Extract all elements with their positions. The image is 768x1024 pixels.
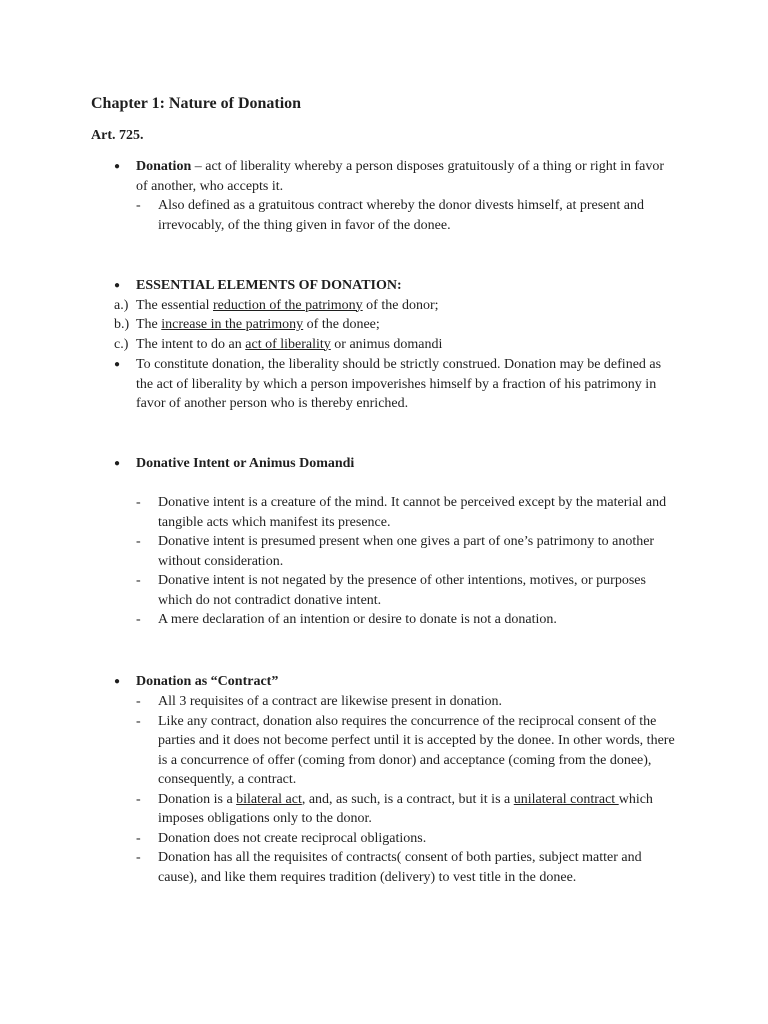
list-item: - Like any contract, donation also requires the concurrence of the reciprocal consent of the parties and it does not become perfect until it is accepted by the donee. In other words, there is a concurrence of offer (coming from donor) and acceptance (coming from the donee), consequently, a contract. [136,713,675,787]
list-item: - Donation has all the requisites of contracts( consent of both parties, subject matter and cause), and like them requires tradition (delivery) to vest title in the donee. [136,850,642,885]
bullet-donation [114,157,674,196]
bullet-essential-elements [114,276,674,354]
essential-elements-list [114,296,674,355]
list-item: - Donative intent is a creature of the mind. It cannot be perceived except by the material and tangible acts which manifest its presence. [136,495,667,530]
bullet-donation-contract [114,672,674,692]
list-item: - A mere declaration of an intention or desire to donate is not a donation. [136,612,557,627]
list-item: - Also defined as a gratuitous contract whereby the donor divests himself, at present and irrevocably, of the thing given in favor of the donee. [136,198,644,233]
chapter-title: Chapter 1: Nature of Donation [91,95,302,112]
list-item: b.) The increase in the patrimony of the donee; [114,317,380,332]
bullet-icon: ● [114,359,121,370]
liberality-text: To constitute donation, the liberality should be strictly construed. Donation may be defined as the act of liberality by which a person impoverishes himself by a fraction of his patrimony in favor of another person who is thereby enriched. [136,357,662,411]
bullet-icon: ● [114,676,121,687]
list-item: - Donation is a bilateral act, and, as such, is a contract, but it is a unilateral contract which imposes obligations only to the donor. [136,791,653,826]
bullet-liberality [114,355,674,414]
list-item: a.) The essential reduction of the patrimony of the donor; [114,297,439,313]
list-item: - Donative intent is presumed present when one gives a part of one’s patrimony to another without consideration. [136,534,655,569]
donation-contract-list [136,692,676,887]
list-item: - Donation does not create reciprocal obligations. [136,830,427,846]
list-item: - All 3 requisites of a contract are likewise present in donation. [136,694,503,709]
donative-intent-list [136,493,676,630]
donation-definition: – act of liberality whereby a person disposes gratuitously of a thing or right in favor of another, who accepts it. [136,159,665,194]
list-item: c.) The intent to do an act of liberality or animus domandi [114,336,443,352]
donative-intent-heading: Donative Intent or Animus Domandi [136,456,355,471]
bullet-icon: ● [114,458,121,469]
bullet-icon: ● [114,161,121,172]
donation-contract-heading: Donation as “Contract” [136,674,279,689]
donation-sublist [136,196,676,235]
donation-term: Donation [136,159,192,174]
list-item: - Donative intent is not negated by the presence of other intentions, motives, or purposes which do not contradict donative intent. [136,573,646,608]
essential-elements-heading: ESSENTIAL ELEMENTS OF DONATION: [136,278,402,293]
article-number: Art. 725. [91,128,144,143]
bullet-icon: ● [114,280,121,291]
bullet-donative-intent [114,454,674,474]
